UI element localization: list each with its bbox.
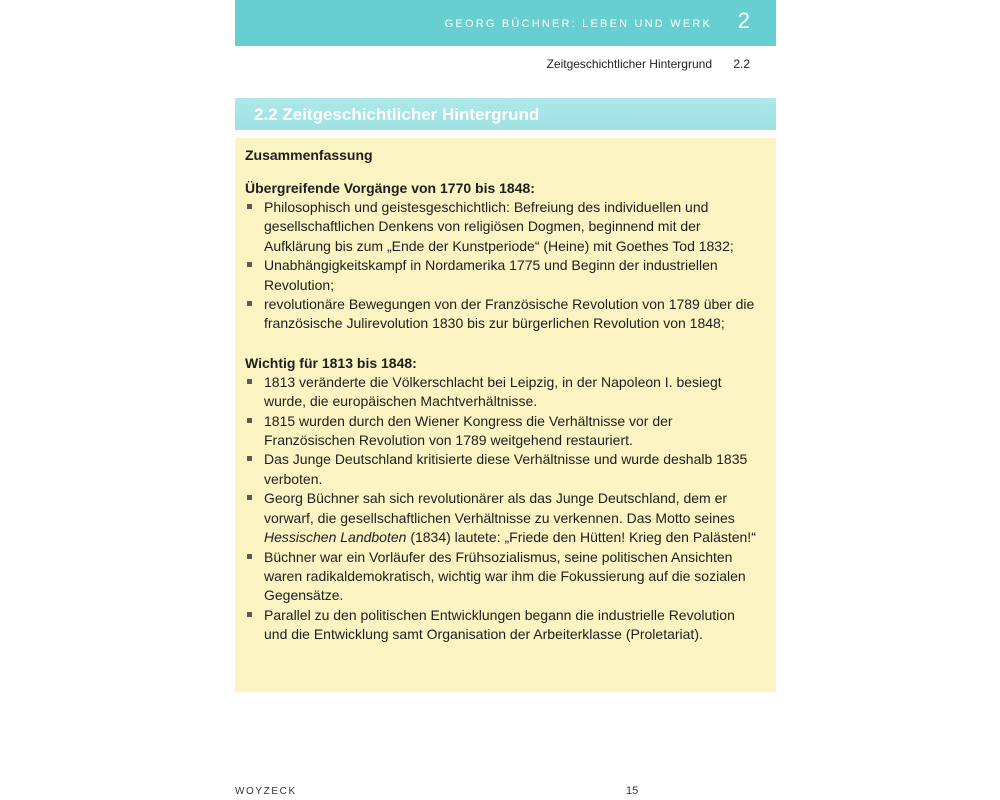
list-item: Büchner war ein Vorläufer des Frühsozialismus, seine politischen Ansichten waren radikaldemokratisch, wichtig war ihm die Fokussierung auf die sozialen Gegensätze. <box>245 548 760 606</box>
list-item: Unabhängigkeitskampf in Nordamerika 1775 und Beginn der industriellen Revolution; <box>245 256 760 295</box>
chapter-number: 2 <box>737 8 750 33</box>
square-bullet-icon <box>247 612 252 617</box>
list-item: Das Junge Deutschland kritisierte diese Verhältnisse und wurde deshalb 1835 verboten. <box>245 450 760 489</box>
list-item: Parallel zu den politischen Entwicklungen begann die industrielle Revolution und die Entwicklung samt Organisation der Arbeiterklasse (Proletariat). <box>245 606 760 645</box>
square-bullet-icon <box>247 379 252 384</box>
bullet-list-1770-1848 <box>245 198 760 334</box>
group-heading-1813-1848: Wichtig für 1813 bis 1848: <box>245 354 417 371</box>
bullet-list-1813-1848 <box>245 373 760 645</box>
running-header-title: GEORG BÜCHNER: LEBEN UND WERK <box>444 18 712 30</box>
list-item: Philosophisch und geistesgeschichtlich: Befreiung des individuellen und gesellschaftlichen Denkens von religiösen Dogmen, beginnend mit der Aufklärung bis zum „Ende der Kunstperiode“ (Heine) mit Goethes Tod 1832; <box>245 198 760 256</box>
summary-content <box>245 146 760 645</box>
subheader-title: Zeitgeschichtlicher Hintergrund <box>546 57 712 71</box>
running-header-band <box>235 0 776 46</box>
summary-heading: Zusammenfassung <box>245 147 373 163</box>
subheader-number: 2.2 <box>733 57 750 71</box>
footer-book-title: WOYZECK <box>235 786 297 797</box>
group-heading-1770-1848: Übergreifende Vorgänge von 1770 bis 1848: <box>245 180 535 196</box>
square-bullet-icon <box>247 262 252 267</box>
list-item: revolutionäre Bewegungen von der Französische Revolution von 1789 über die französische Julirevolution 1830 bis zur bürgerlichen Revolution von 1848; <box>245 295 760 334</box>
list-item: 1813 veränderte die Völkerschlacht bei Leipzig, in der Napoleon I. besiegt wurde, die europäischen Machtverhältnisse. <box>245 373 760 412</box>
section-title-band <box>235 98 776 130</box>
square-bullet-icon <box>247 204 252 209</box>
square-bullet-icon <box>247 554 252 559</box>
page-number: 15 <box>626 785 639 797</box>
list-item-motto: Georg Büchner sah sich revolutionärer als das Junge Deutschland, dem er vorwarf, die gesellschaftlichen Verhältnisse zu verkennen. Das Motto seines Hessischen Landboten (1834) lautete: „Friede den Hütten! Krieg den Palästen!“ <box>245 489 760 547</box>
square-bullet-icon <box>247 495 252 500</box>
section-title: 2.2 Zeitgeschichtlicher Hintergrund <box>254 105 540 124</box>
book-title-hessischer-landbote: Hessischen Landboten <box>264 529 407 546</box>
square-bullet-icon <box>247 456 252 461</box>
square-bullet-icon <box>247 301 252 306</box>
section-subheader <box>235 57 776 73</box>
square-bullet-icon <box>247 418 252 423</box>
summary-box <box>235 138 776 692</box>
list-item: 1815 wurden durch den Wiener Kongress die Verhältnisse vor der Französischen Revolution von 1789 weitgehend restauriert. <box>245 412 760 451</box>
